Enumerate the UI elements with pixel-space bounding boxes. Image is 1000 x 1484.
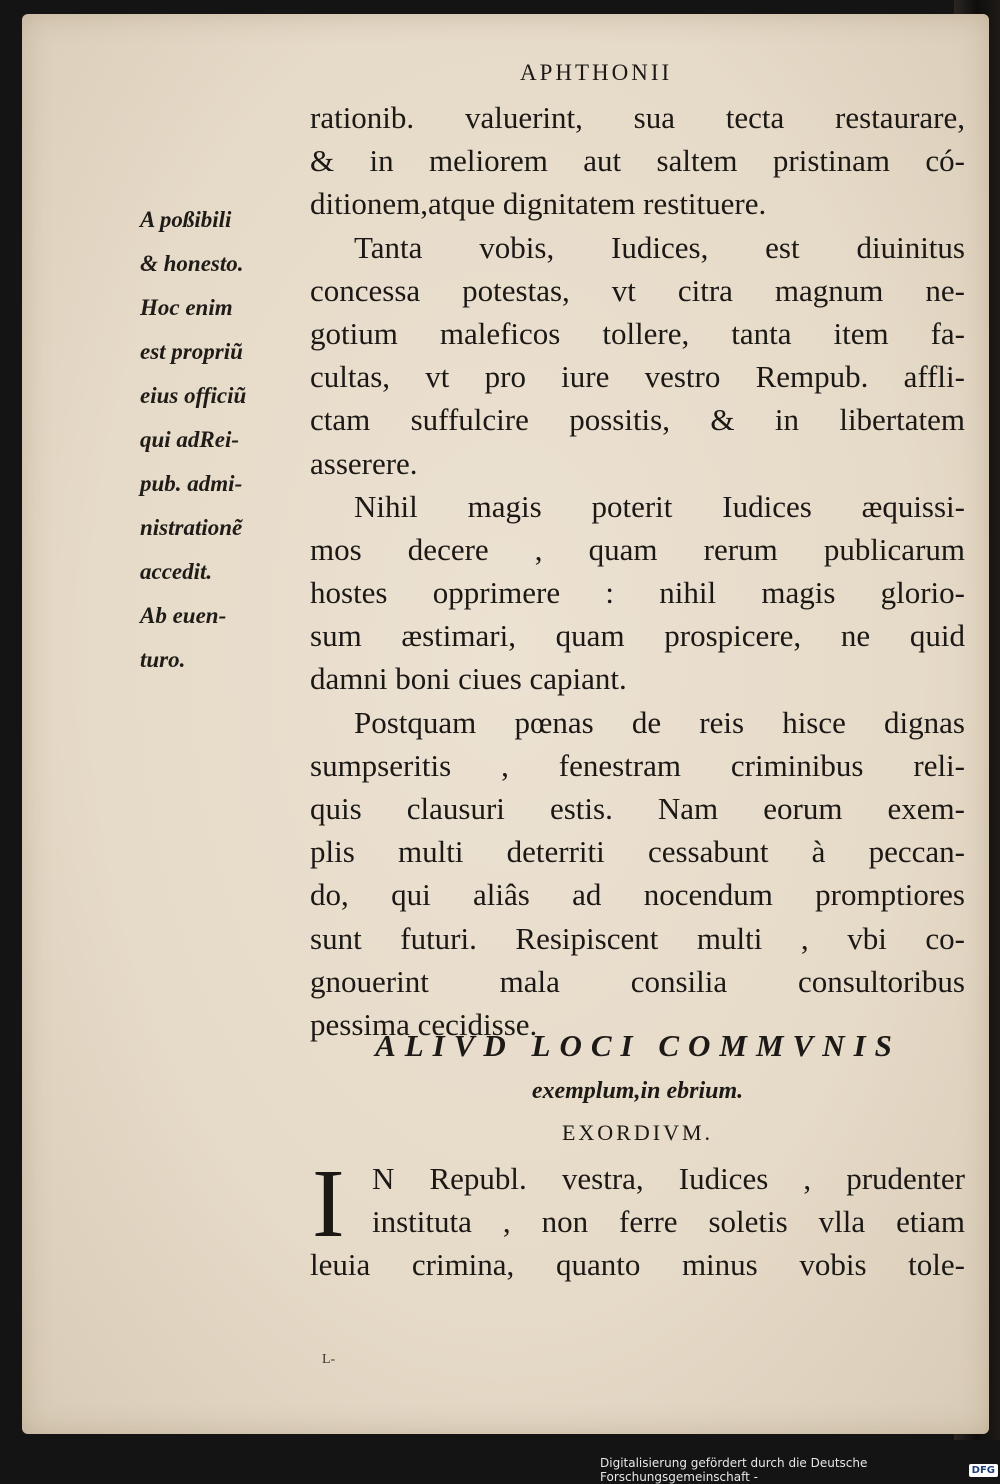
text-line: Nihil magis poterit Iudices æquissi- (354, 488, 965, 524)
exordium-heading: EXORDIVM. (561, 1120, 714, 1145)
margin-note-line: turo. (140, 647, 186, 672)
text-line: Tanta vobis, Iudices, est diuinitus (354, 229, 965, 265)
exordium-text (310, 1150, 965, 1287)
text-line: rationib. valuerint, sua tecta restaurare, (310, 100, 965, 135)
text-line: sumpseritis , fenestram criminibus reli- (310, 747, 965, 783)
footer-text: Digitalisierung gefördert durch die Deutsche Forschungsgemeinschaft - (600, 1456, 868, 1484)
text-line: do, qui aliâs ad nocendum promptiores (310, 877, 965, 913)
body-text (310, 96, 965, 1046)
text-line: & in meliorem aut saltem pristinam có- (310, 143, 965, 179)
text-line: ditionem,atque dignitatem restituere. (310, 186, 767, 222)
text-line: quis clausuri estis. Nam eorum exem- (310, 791, 965, 826)
section-subheading: exemplum,in ebrium. (531, 1078, 744, 1104)
signature-mark: L- (322, 1352, 336, 1367)
text-line: cultas, vt pro iure vestro Rempub. affli- (310, 359, 965, 395)
margin-note-line: Hoc enim (140, 295, 233, 320)
text-line: N Republ. vestra, Iudices , prudenter (372, 1161, 965, 1196)
margin-note-line: eius officiũ (140, 383, 247, 408)
margin-note-line: A poßibili (140, 207, 232, 232)
text-line: sum æstimari, quam prospicere, ne quid (310, 618, 965, 654)
margin-note-line: Ab euen- (140, 603, 227, 628)
text-line: hostes opprimere : nihil magis glorio- (310, 575, 965, 611)
text-line: asserere. (310, 445, 418, 481)
margin-note-line: nistrationẽ (140, 515, 243, 540)
margin-note-line: accedit. (140, 559, 213, 584)
dfg-logo: DFG (969, 1464, 998, 1477)
text-line: gotium maleficos tollere, tanta item fa- (310, 315, 965, 351)
text-line: leuia crimina, quanto minus vobis tole- (310, 1247, 965, 1283)
margin-note-line: pub. admi- (140, 471, 243, 496)
footer-credit (600, 1456, 998, 1484)
running-head: APHTHONII (520, 60, 673, 85)
margin-note-line: est propriũ (140, 339, 243, 364)
drop-cap: I (312, 1150, 345, 1258)
text-line: concessa potestas, vt citra magnum ne- (310, 272, 965, 308)
section-heading: ALIVD LOCI COMMVNIS (375, 1028, 901, 1063)
text-line: gnouerint mala consilia consultoribus (310, 963, 965, 999)
text-line: pessima cecidisse. (310, 1006, 538, 1042)
text-line: sunt futuri. Resipiscent multi , vbi co- (310, 920, 965, 956)
text-line: instituta , non ferre soletis vlla etiam (372, 1204, 965, 1240)
text-line: plis multi deterriti cessabunt à peccan- (310, 834, 965, 870)
text-line: Postquam pœnas de reis hisce dignas (354, 704, 965, 740)
margin-note-line: qui adRei- (140, 427, 240, 452)
text-line: ctam suffulcire possitis, & in libertatem (310, 402, 965, 438)
margin-note-line: & honesto. (140, 251, 244, 276)
margin-note (140, 198, 310, 682)
text-line: mos decere , quam rerum publicarum (310, 531, 965, 567)
text-line: damni boni ciues capiant. (310, 661, 627, 697)
